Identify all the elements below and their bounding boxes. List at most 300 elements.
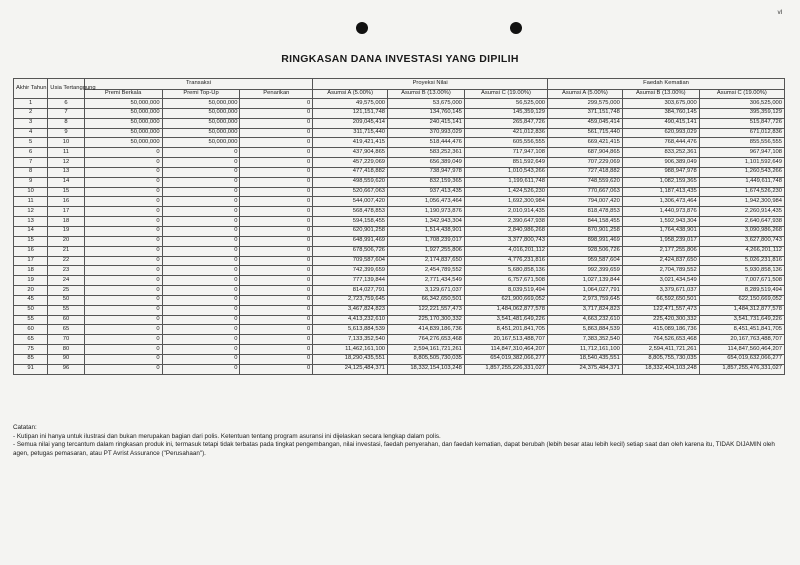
table-cell: 0	[240, 345, 313, 355]
header-akhir-tahun: Akhir Tahun	[14, 79, 48, 99]
table-cell: 870,901,258	[548, 226, 623, 236]
table-cell: 1,484,312,877,578	[699, 305, 784, 315]
table-cell: 0	[84, 315, 162, 325]
table-cell: 898,991,469	[548, 236, 623, 246]
table-cell: 1,199,611,748	[464, 177, 547, 187]
table-cell: 80	[48, 345, 84, 355]
table-cell: 709,587,604	[313, 256, 388, 266]
table-cell: 0	[240, 266, 313, 276]
table-cell: 66,342,650,501	[388, 295, 465, 305]
table-cell: 75	[14, 345, 48, 355]
table-cell: 49,575,000	[313, 99, 388, 109]
table-cell: 5,930,858,136	[699, 266, 784, 276]
header-asumsi-c: Asumsi C (19.00%)	[699, 90, 784, 99]
table-cell: 5,680,858,136	[464, 266, 547, 276]
table-row	[14, 217, 785, 227]
table-cell: 0	[240, 148, 313, 158]
table-cell: 906,389,049	[622, 158, 699, 168]
table-cell: 620,993,029	[622, 128, 699, 138]
table-cell: 18,540,435,551	[548, 354, 623, 364]
table-cell: 0	[240, 354, 313, 364]
table-cell: 768,444,476	[622, 138, 699, 148]
table-cell: 3,541,731,649,226	[699, 315, 784, 325]
header-asumsi-b: Asumsi B (13.00%)	[388, 90, 465, 99]
table-cell: 3,090,986,268	[699, 226, 784, 236]
table-cell: 2,594,411,721,261	[622, 345, 699, 355]
table-row	[14, 167, 785, 177]
note-line: - Semua nilai yang tercantum dalam ringkasan produk ini, termasuk tetapi tidak terbatas pada tingkat pengembangan, nilai investasi, faedah penyerahan, dan faedah kematian, dapat berubah (lebih besar atau lebih kecil) setiap saat dan oleh karena itu, TIDAK DIJAMIN oleh agen, petugas pemasaran, atau PT Avrist Assurance ("Perusahaan").	[13, 441, 775, 457]
table-cell: 18	[48, 217, 84, 227]
table-cell: 1,857,255,226,331,027	[464, 364, 547, 374]
table-cell: 240,415,141	[388, 118, 465, 128]
table-cell: 60	[48, 315, 84, 325]
table-row	[14, 345, 785, 355]
table-cell: 2,174,837,650	[388, 256, 465, 266]
table-cell: 25	[48, 286, 84, 296]
table-row	[14, 266, 785, 276]
table-cell: 794,007,420	[548, 197, 623, 207]
table-cell: 85	[14, 354, 48, 364]
table-cell: 0	[84, 187, 162, 197]
table-row	[14, 226, 785, 236]
table-cell: 2,454,789,552	[388, 266, 465, 276]
table-cell: 24	[48, 276, 84, 286]
table-cell: 8	[48, 118, 84, 128]
table-cell: 225,420,300,332	[622, 315, 699, 325]
table-row	[14, 158, 785, 168]
table-cell: 18,332,154,103,248	[388, 364, 465, 374]
table-cell: 66,592,650,501	[622, 295, 699, 305]
table-row	[14, 354, 785, 364]
table-cell: 0	[84, 177, 162, 187]
punch-hole	[356, 22, 368, 34]
table-cell: 1,514,438,901	[388, 226, 465, 236]
table-cell: 967,947,108	[699, 148, 784, 158]
table-cell: 459,045,414	[548, 118, 623, 128]
table-cell: 20,167,513,488,707	[464, 335, 547, 345]
page-title: RINGKASAN DANA INVESTASI YANG DIPILIH	[281, 53, 519, 65]
table-cell: 0	[84, 148, 162, 158]
table-cell: 0	[84, 295, 162, 305]
table-cell: 209,045,414	[313, 118, 388, 128]
table-row	[14, 118, 785, 128]
table-cell: 50	[48, 295, 84, 305]
table-cell: 145,359,129	[464, 108, 547, 118]
table-cell: 2,390,647,938	[464, 217, 547, 227]
table-cell: 0	[240, 226, 313, 236]
table-cell: 0	[162, 197, 240, 207]
table-cell: 3,717,824,823	[548, 305, 623, 315]
header-usia: Usia Tertanggung	[48, 79, 84, 99]
table-row	[14, 295, 785, 305]
table-cell: 50,000,000	[84, 118, 162, 128]
table-cell: 1,708,239,017	[388, 236, 465, 246]
table-cell: 583,252,361	[388, 148, 465, 158]
table-cell: 53,675,000	[388, 99, 465, 109]
table-cell: 4,663,232,610	[548, 315, 623, 325]
table-cell: 1,342,943,304	[388, 217, 465, 227]
table-row	[14, 197, 785, 207]
table-cell: 14	[48, 177, 84, 187]
table-cell: 0	[84, 305, 162, 315]
table-cell: 0	[84, 354, 162, 364]
table-cell: 122,221,557,473	[388, 305, 465, 315]
table-cell: 8,805,505,730,035	[388, 354, 465, 364]
table-cell: 0	[84, 256, 162, 266]
table-cell: 13	[14, 217, 48, 227]
table-cell: 2,260,914,435	[699, 207, 784, 217]
table-cell: 9	[14, 177, 48, 187]
table-cell: 91	[14, 364, 48, 374]
table-cell: 7,007,671,508	[699, 276, 784, 286]
table-cell: 17	[14, 256, 48, 266]
table-cell: 60	[14, 325, 48, 335]
table-cell: 0	[240, 177, 313, 187]
table-row	[14, 207, 785, 217]
table-cell: 20	[48, 236, 84, 246]
table-cell: 1,942,300,984	[699, 197, 784, 207]
table-cell: 1,064,027,791	[548, 286, 623, 296]
table-cell: 937,413,435	[388, 187, 465, 197]
table-cell: 1	[14, 99, 48, 109]
table-cell: 1,027,139,844	[548, 276, 623, 286]
table-cell: 0	[162, 345, 240, 355]
table-cell: 3,467,824,823	[313, 305, 388, 315]
table-cell: 0	[162, 167, 240, 177]
table-cell: 622,150,669,052	[699, 295, 784, 305]
table-cell: 303,675,000	[622, 99, 699, 109]
table-cell: 1,857,255,476,331,027	[699, 364, 784, 374]
table-cell: 2,704,789,552	[622, 266, 699, 276]
table-cell: 0	[162, 226, 240, 236]
table-cell: 764,276,653,468	[388, 335, 465, 345]
table-cell: 3,021,434,549	[622, 276, 699, 286]
table-cell: 1,260,543,266	[699, 167, 784, 177]
table-cell: 265,847,726	[464, 118, 547, 128]
table-cell: 851,592,649	[464, 158, 547, 168]
table-cell: 5,026,231,816	[699, 256, 784, 266]
table-cell: 225,170,300,332	[388, 315, 465, 325]
table-cell: 0	[162, 187, 240, 197]
table-cell: 50,000,000	[84, 138, 162, 148]
table-cell: 50	[14, 305, 48, 315]
table-cell: 1,101,592,649	[699, 158, 784, 168]
table-cell: 18,290,435,551	[313, 354, 388, 364]
table-cell: 620,901,258	[313, 226, 388, 236]
table-cell: 0	[84, 207, 162, 217]
table-cell: 3,377,800,743	[464, 236, 547, 246]
table-cell: 17	[48, 207, 84, 217]
table-cell: 2,840,986,268	[464, 226, 547, 236]
table-cell: 678,506,726	[313, 246, 388, 256]
table-cell: 959,587,604	[548, 256, 623, 266]
table-cell: 1,592,943,304	[622, 217, 699, 227]
table-cell: 818,478,853	[548, 207, 623, 217]
table-cell: 437,904,865	[313, 148, 388, 158]
table-cell: 2,594,161,721,261	[388, 345, 465, 355]
table-cell: 1,187,413,435	[622, 187, 699, 197]
table-cell: 687,904,865	[548, 148, 623, 158]
table-cell: 23	[48, 266, 84, 276]
table-cell: 384,760,145	[622, 108, 699, 118]
table-cell: 18,332,404,103,248	[622, 364, 699, 374]
table-cell: 5,863,884,539	[548, 325, 623, 335]
table-cell: 10	[14, 187, 48, 197]
table-cell: 0	[162, 236, 240, 246]
table-cell: 6	[48, 99, 84, 109]
header-premi-topup: Premi Top-Up	[162, 90, 240, 99]
table-cell: 22	[48, 256, 84, 266]
table-row	[14, 315, 785, 325]
header-penarikan: Penarikan	[240, 90, 313, 99]
table-cell: 0	[162, 305, 240, 315]
table-cell: 0	[162, 315, 240, 325]
table-cell: 988,947,978	[622, 167, 699, 177]
table-cell: 648,991,469	[313, 236, 388, 246]
table-cell: 50,000,000	[84, 108, 162, 118]
punch-hole	[510, 22, 522, 34]
table-cell: 50,000,000	[162, 138, 240, 148]
table-row	[14, 128, 785, 138]
table-cell: 414,839,186,736	[388, 325, 465, 335]
table-row	[14, 246, 785, 256]
table-cell: 0	[162, 295, 240, 305]
table-cell: 0	[162, 325, 240, 335]
table-cell: 477,418,882	[313, 167, 388, 177]
table-cell: 0	[84, 325, 162, 335]
table-cell: 0	[162, 266, 240, 276]
header-proyeksi-nilai: Proyeksi Nilai	[313, 79, 548, 90]
table-cell: 7,383,352,540	[548, 335, 623, 345]
table-cell: 10	[48, 138, 84, 148]
investment-summary-table	[13, 78, 785, 375]
table-cell: 1,692,300,984	[464, 197, 547, 207]
table-cell: 1,484,062,877,578	[464, 305, 547, 315]
table-cell: 8,039,519,494	[464, 286, 547, 296]
table-cell: 656,389,049	[388, 158, 465, 168]
table-cell: 122,471,557,473	[622, 305, 699, 315]
header-transaksi: Transaksi	[84, 79, 313, 90]
table-cell: 855,556,555	[699, 138, 784, 148]
table-cell: 2,424,837,650	[622, 256, 699, 266]
table-cell: 0	[240, 99, 313, 109]
table-cell: 50,000,000	[162, 118, 240, 128]
table-cell: 2,640,647,938	[699, 217, 784, 227]
table-cell: 0	[240, 364, 313, 374]
table-cell: 1,190,973,876	[388, 207, 465, 217]
table-cell: 114,847,560,464,207	[699, 345, 784, 355]
table-cell: 5,613,884,539	[313, 325, 388, 335]
table-cell: 24,375,484,371	[548, 364, 623, 374]
table-cell: 65	[48, 325, 84, 335]
table-cell: 717,947,108	[464, 148, 547, 158]
header-asumsi-c: Asumsi C (19.00%)	[464, 90, 547, 99]
table-cell: 8,289,519,494	[699, 286, 784, 296]
table-cell: 50,000,000	[162, 128, 240, 138]
table-row	[14, 138, 785, 148]
table-cell: 1,440,973,876	[622, 207, 699, 217]
table-row	[14, 99, 785, 109]
note-line: - Kutipan ini hanya untuk ilustrasi dan bukan merupakan bagian dari polis. Ketentuan tentang program asuransi ini dijelaskan secara lengkap dalam polis.	[13, 432, 441, 440]
table-cell: 19	[48, 226, 84, 236]
table-cell: 2,010,914,435	[464, 207, 547, 217]
table-cell: 2	[14, 108, 48, 118]
table-cell: 0	[240, 295, 313, 305]
table-cell: 2,723,759,645	[313, 295, 388, 305]
table-cell: 2,771,434,549	[388, 276, 465, 286]
table-cell: 65	[14, 335, 48, 345]
corner-mark: ᵛᴵ	[777, 8, 782, 18]
table-cell: 833,252,361	[622, 148, 699, 158]
table-cell: 134,760,145	[388, 108, 465, 118]
table-cell: 1,424,526,230	[464, 187, 547, 197]
table-cell: 707,229,069	[548, 158, 623, 168]
table-cell: 50,000,000	[84, 128, 162, 138]
table-cell: 654,019,632,066,277	[699, 354, 784, 364]
table-cell: 669,421,415	[548, 138, 623, 148]
table-cell: 0	[240, 128, 313, 138]
table-body	[14, 99, 785, 375]
table-row	[14, 325, 785, 335]
table-cell: 738,947,978	[388, 167, 465, 177]
table-cell: 518,444,476	[388, 138, 465, 148]
table-cell: 1,082,159,365	[622, 177, 699, 187]
table-cell: 7,133,352,540	[313, 335, 388, 345]
table-cell: 306,525,000	[699, 99, 784, 109]
table-cell: 0	[162, 207, 240, 217]
table-cell: 11	[14, 197, 48, 207]
notes	[13, 424, 783, 458]
table-cell: 1,958,239,017	[622, 236, 699, 246]
table-cell: 12	[48, 158, 84, 168]
notes-heading: Catatan:	[13, 424, 37, 431]
table-cell: 20,167,763,488,707	[699, 335, 784, 345]
table-cell: 770,667,063	[548, 187, 623, 197]
table-cell: 20	[14, 286, 48, 296]
table-cell: 3,129,671,037	[388, 286, 465, 296]
table-row	[14, 236, 785, 246]
table-cell: 7	[14, 158, 48, 168]
table-cell: 520,667,063	[313, 187, 388, 197]
table-cell: 0	[84, 266, 162, 276]
table-cell: 0	[84, 217, 162, 227]
table-cell: 7	[48, 108, 84, 118]
table-row	[14, 335, 785, 345]
table-cell: 0	[240, 315, 313, 325]
table-cell: 0	[240, 286, 313, 296]
table-cell: 0	[84, 345, 162, 355]
table-row	[14, 256, 785, 266]
table-cell: 0	[162, 286, 240, 296]
table-cell: 0	[84, 197, 162, 207]
table-cell: 4,413,232,610	[313, 315, 388, 325]
table-cell: 11,462,161,100	[313, 345, 388, 355]
table-cell: 4,266,201,112	[699, 246, 784, 256]
table-cell: 671,012,836	[699, 128, 784, 138]
table-row	[14, 177, 785, 187]
table-cell: 457,229,069	[313, 158, 388, 168]
table-row	[14, 276, 785, 286]
table-cell: 3	[14, 118, 48, 128]
table-cell: 742,399,659	[313, 266, 388, 276]
table-cell: 11	[48, 148, 84, 158]
table-cell: 621,900,669,052	[464, 295, 547, 305]
table-row	[14, 364, 785, 374]
table-cell: 1,056,473,464	[388, 197, 465, 207]
table-cell: 0	[162, 217, 240, 227]
table-cell: 0	[240, 108, 313, 118]
table-cell: 5	[14, 138, 48, 148]
table-cell: 8	[14, 167, 48, 177]
table-cell: 50,000,000	[84, 99, 162, 109]
table-cell: 9	[48, 128, 84, 138]
header-faedah-kematian: Faedah Kematian	[548, 79, 785, 90]
table-row	[14, 305, 785, 315]
table-cell: 121,151,748	[313, 108, 388, 118]
header-asumsi-a: Asumsi A (5.00%)	[313, 90, 388, 99]
table-cell: 19	[14, 276, 48, 286]
table-cell: 605,556,555	[464, 138, 547, 148]
table-cell: 24,125,484,371	[313, 364, 388, 374]
table-cell: 96	[48, 364, 84, 374]
table-cell: 0	[240, 276, 313, 286]
table-cell: 0	[162, 256, 240, 266]
table-cell: 0	[162, 148, 240, 158]
table-cell: 0	[240, 167, 313, 177]
table-cell: 0	[162, 177, 240, 187]
table-cell: 0	[240, 325, 313, 335]
table-cell: 0	[84, 226, 162, 236]
table-cell: 18	[14, 266, 48, 276]
table-cell: 15	[14, 236, 48, 246]
table-cell: 568,478,853	[313, 207, 388, 217]
table-cell: 299,575,000	[548, 99, 623, 109]
table-cell: 11,712,161,100	[548, 345, 623, 355]
table-cell: 114,847,310,464,207	[464, 345, 547, 355]
table-cell: 1,449,611,748	[699, 177, 784, 187]
table-cell: 515,847,726	[699, 118, 784, 128]
table-cell: 498,559,620	[313, 177, 388, 187]
table-cell: 12	[14, 207, 48, 217]
table-cell: 415,089,186,736	[622, 325, 699, 335]
table-cell: 1,010,543,266	[464, 167, 547, 177]
table-cell: 992,399,659	[548, 266, 623, 276]
table-cell: 4,776,231,816	[464, 256, 547, 266]
table-cell: 90	[48, 354, 84, 364]
table-cell: 395,359,129	[699, 108, 784, 118]
table-cell: 56,525,000	[464, 99, 547, 109]
table-cell: 0	[240, 187, 313, 197]
table-cell: 0	[162, 158, 240, 168]
table-cell: 4,016,201,112	[464, 246, 547, 256]
table-row	[14, 148, 785, 158]
table-cell: 0	[84, 236, 162, 246]
table-cell: 0	[162, 335, 240, 345]
table-cell: 0	[84, 246, 162, 256]
table-cell: 4	[14, 128, 48, 138]
table-cell: 0	[240, 197, 313, 207]
table-cell: 6	[14, 148, 48, 158]
table-cell: 748,559,620	[548, 177, 623, 187]
table-cell: 0	[162, 364, 240, 374]
table-cell: 16	[14, 246, 48, 256]
table-cell: 1,306,473,464	[622, 197, 699, 207]
table-cell: 2,973,759,645	[548, 295, 623, 305]
table-cell: 0	[240, 207, 313, 217]
table-cell: 13	[48, 167, 84, 177]
table-cell: 0	[84, 167, 162, 177]
table-cell: 3,627,800,743	[699, 236, 784, 246]
